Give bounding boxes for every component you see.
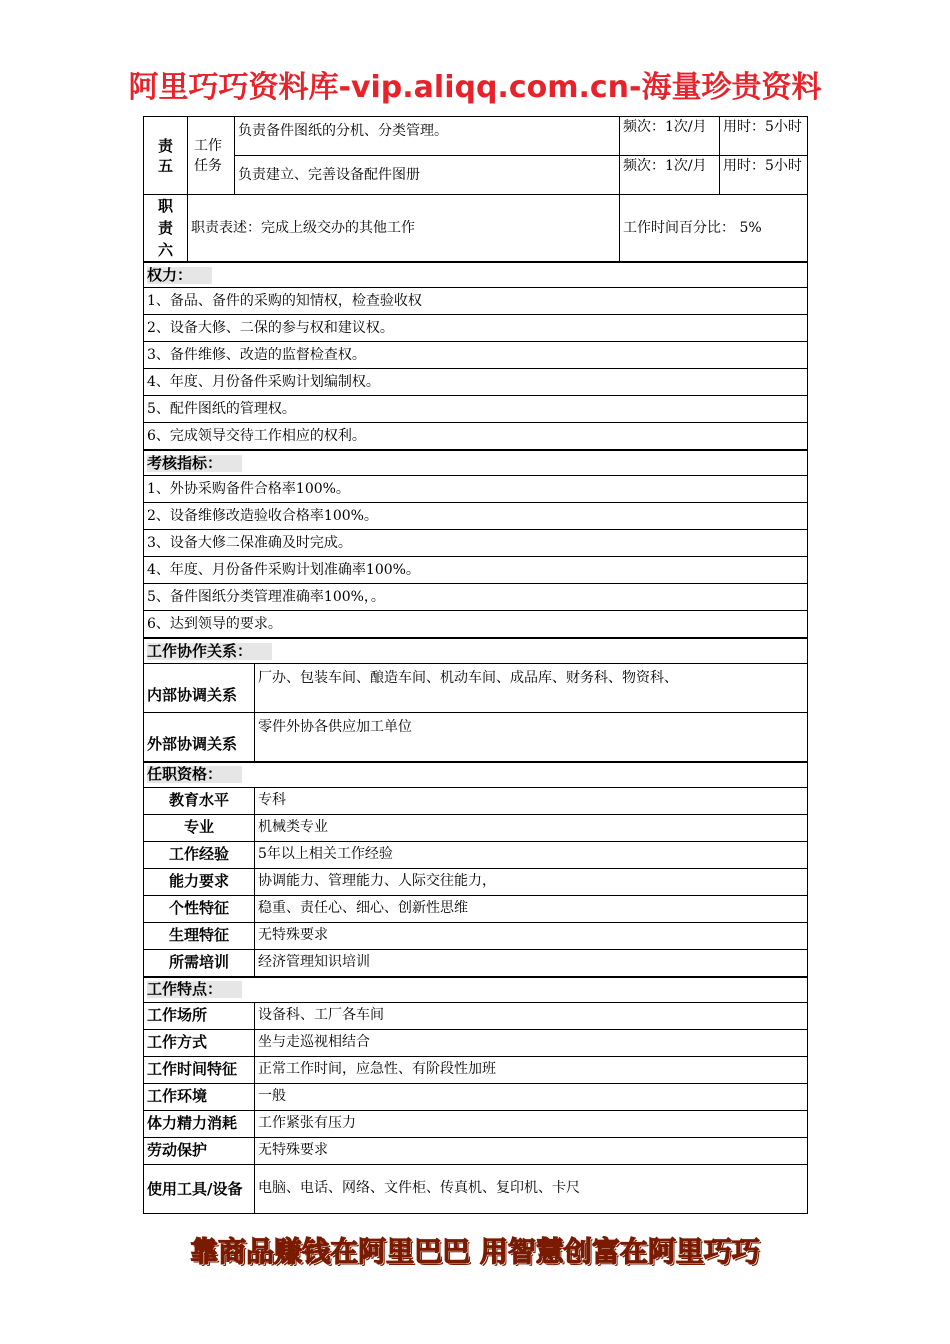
work-feature-label: 工作时间特征 (144, 1056, 255, 1083)
kpi-title: 考核指标： (147, 455, 242, 472)
qualification-value: 稳重、责任心、细心、创新性思维 (255, 895, 808, 922)
external-relations-value: 零件外协各供应加工单位 (255, 713, 808, 762)
qualification-value: 经济管理知识培训 (255, 949, 808, 977)
duty5-task-1-hours: 用时：5小时 (720, 117, 808, 156)
qualification-label: 所需培训 (144, 949, 255, 977)
kpi-item: 3、设备大修二保准确及时完成。 (144, 530, 808, 557)
header-banner: 阿里巧巧资料库-vip.aliqq.com.cn-海量珍贵资料 (128, 70, 822, 105)
external-relations-label: 外部协调关系 (144, 713, 255, 762)
qualification-value: 专科 (255, 787, 808, 814)
qualification-label: 个性特征 (144, 895, 255, 922)
authority-item: 1、备品、备件的采购的知情权，检查验收权 (144, 288, 808, 315)
authority-item: 6、完成领导交待工作相应的权利。 (144, 423, 808, 451)
duty5-sub-label: 工作任务 (188, 117, 235, 195)
qualification-value: 协调能力、管理能力、人际交往能力， (255, 868, 808, 895)
authority-item: 5、配件图纸的管理权。 (144, 396, 808, 423)
work-feature-value: 坐与走巡视相结合 (255, 1029, 808, 1056)
work-feature-label: 工作场所 (144, 1002, 255, 1029)
duty6-time-pct: 工作时间百分比： 5% (620, 195, 808, 263)
internal-relations-value: 厂办、包装车间、酿造车间、机动车间、成品库、财务科、物资科、 (255, 664, 808, 713)
work-feature-label: 使用工具/设备 (144, 1164, 255, 1213)
qualification-label: 教育水平 (144, 787, 255, 814)
authority-item: 2、设备大修、二保的参与权和建议权。 (144, 315, 808, 342)
work-feature-label: 工作环境 (144, 1083, 255, 1110)
work-feature-value: 正常工作时间，应急性、有阶段性加班 (255, 1056, 808, 1083)
qualification-label: 专业 (144, 814, 255, 841)
duty5-task-2: 负责建立、完善设备配件图册 (235, 156, 620, 195)
kpi-item: 6、达到领导的要求。 (144, 611, 808, 639)
qualification-value: 无特殊要求 (255, 922, 808, 949)
duty5-task-1-freq: 频次：1次/月 (620, 117, 720, 156)
qualification-label: 生理特征 (144, 922, 255, 949)
work-feature-label: 体力精力消耗 (144, 1110, 255, 1137)
duty6-label: 职责六 (144, 195, 188, 263)
kpi-item: 5、备件图纸分类管理准确率100%，。 (144, 584, 808, 611)
relations-title: 工作协作关系： (147, 643, 272, 660)
duty5-label: 责五 (144, 117, 188, 195)
job-description-table (143, 116, 808, 1214)
qualification-label: 能力要求 (144, 868, 255, 895)
work-feature-value: 工作紧张有压力 (255, 1110, 808, 1137)
duty5-task-1: 负责备件图纸的分机、分类管理。 (235, 117, 620, 156)
internal-relations-label: 内部协调关系 (144, 664, 255, 713)
qualifications-title: 任职资格： (147, 766, 242, 783)
footer-banner: 靠商品赚钱在阿里巴巴 用智慧创富在阿里巧巧 (190, 1235, 760, 1268)
job-description-table-container (143, 116, 807, 1214)
authority-item: 3、备件维修、改造的监督检查权。 (144, 342, 808, 369)
authority-title: 权力： (147, 267, 212, 284)
kpi-item: 1、外协采购备件合格率100%。 (144, 476, 808, 503)
duty5-task-2-hours: 用时：5小时 (720, 156, 808, 195)
kpi-item: 4、年度、月份备件采购计划准确率100%。 (144, 557, 808, 584)
work-feature-value: 电脑、电话、网络、文件柜、传真机、复印机、卡尺 (255, 1164, 808, 1213)
duty6-description: 职责表述：完成上级交办的其他工作 (188, 195, 620, 263)
authority-item: 4、年度、月份备件采购计划编制权。 (144, 369, 808, 396)
work-feature-label: 劳动保护 (144, 1137, 255, 1164)
duty5-task-2-freq: 频次：1次/月 (620, 156, 720, 195)
work-feature-value: 无特殊要求 (255, 1137, 808, 1164)
work-features-title: 工作特点： (147, 981, 242, 998)
qualification-label: 工作经验 (144, 841, 255, 868)
work-feature-value: 设备科、工厂各车间 (255, 1002, 808, 1029)
qualification-value: 5年以上相关工作经验 (255, 841, 808, 868)
qualification-value: 机械类专业 (255, 814, 808, 841)
kpi-item: 2、设备维修改造验收合格率100%。 (144, 503, 808, 530)
work-feature-value: 一般 (255, 1083, 808, 1110)
work-feature-label: 工作方式 (144, 1029, 255, 1056)
